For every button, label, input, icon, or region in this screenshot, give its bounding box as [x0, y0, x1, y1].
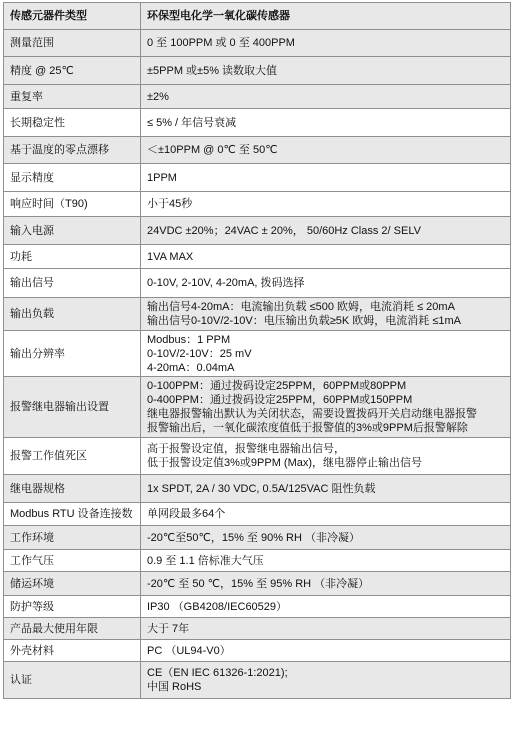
spec-label: 测量范围 — [10, 37, 54, 49]
spec-value-line: 0-400PPM：通过拨码设定25PPM，60PPM或150PPM — [147, 394, 413, 406]
spec-value-line: 中国 RoHS — [147, 681, 202, 693]
spec-label: 长期稳定性 — [10, 116, 65, 129]
spec-label-cell — [4, 662, 141, 699]
spec-label-cell — [4, 377, 141, 438]
spec-label-cell — [4, 217, 141, 245]
spec-row — [4, 596, 511, 618]
spec-label-cell — [4, 57, 141, 85]
spec-value-line: 小于45秒 — [147, 198, 193, 210]
spec-label: 输出信号 — [10, 277, 54, 289]
spec-row — [4, 331, 511, 377]
spec-value-line: 大于 7年 — [147, 622, 190, 635]
spec-value-cell — [141, 526, 511, 550]
spec-row — [4, 298, 511, 331]
spec-label: 输入电源 — [10, 224, 54, 237]
spec-label-cell — [4, 298, 141, 331]
spec-row — [4, 377, 511, 438]
spec-value-line: IP30 （GB4208/IEC60529） — [147, 600, 288, 613]
spec-label-cell — [4, 438, 141, 475]
spec-label: 工作气压 — [10, 554, 54, 567]
spec-label-cell — [4, 109, 141, 137]
spec-value-line: 低于报警设定值3%或9PPM (Max)，继电器停止输出信号 — [147, 457, 423, 469]
spec-label: 输出负载 — [10, 308, 54, 320]
spec-row — [4, 137, 511, 164]
spec-row — [4, 550, 511, 572]
spec-value-line: 1x SPDT, 2A / 30 VDC, 0.5A/125VAC 阻性负载 — [147, 482, 376, 495]
spec-label-cell — [4, 550, 141, 572]
spec-value-line: 0-100PPM：通过拨码设定25PPM，60PPM或80PPM — [147, 380, 407, 392]
spec-label: 输出分辨率 — [10, 347, 65, 360]
spec-value-line: 输出信号0-10V/2-10V：电压输出负载≥5K 欧姆，电流消耗 ≤1mA — [147, 315, 462, 327]
spec-value-line: 报警输出后，一氧化碳浓度值低于报警值的3%或9PPM后报警解除 — [147, 422, 468, 434]
spec-row — [4, 109, 511, 137]
spec-label-cell — [4, 85, 141, 109]
spec-label: 工作环境 — [10, 531, 54, 544]
spec-label-cell — [4, 137, 141, 164]
spec-value-cell — [141, 217, 511, 245]
spec-value-cell — [141, 245, 511, 269]
spec-value-line: -20℃至50℃，15% 至 90% RH （非冷凝） — [147, 531, 360, 544]
spec-row — [4, 217, 511, 245]
spec-value-line: ＜±10PPM @ 0℃ 至 50℃ — [147, 144, 278, 156]
spec-value-line: 24VDC ±20%；24VAC ± 20%， 50/60Hz Class 2/ SELV — [147, 224, 421, 237]
spec-label-cell — [4, 30, 141, 57]
spec-value-line: ±5PPM 或±5% 读数取大值 — [147, 64, 278, 77]
spec-value-cell — [141, 137, 511, 164]
spec-value-line: 环保型电化学一氧化碳传感器 — [147, 10, 290, 22]
spec-row — [4, 3, 511, 30]
spec-value-line: ≤ 5% / 年信号衰减 — [147, 116, 237, 129]
spec-value-cell — [141, 109, 511, 137]
spec-value-line: 0.9 至 1.1 倍标准大气压 — [147, 554, 264, 567]
spec-row — [4, 662, 511, 699]
spec-label: 精度 @ 25℃ — [10, 64, 74, 77]
spec-label-cell — [4, 503, 141, 526]
spec-value-line: 0-10V/2-10V：25 mV — [147, 347, 252, 360]
spec-value-cell — [141, 640, 511, 662]
spec-label: 基于温度的零点漂移 — [10, 144, 109, 156]
spec-value-line: 1PPM — [147, 171, 177, 184]
spec-label: 响应时间（T90) — [10, 198, 88, 210]
spec-value-line: Modbus：1 PPM — [147, 333, 231, 346]
spec-value-line: 单网段最多64个 — [147, 508, 226, 520]
spec-row — [4, 640, 511, 662]
spec-value-cell — [141, 550, 511, 572]
spec-value-line: 1VA MAX — [147, 250, 194, 263]
spec-label-cell — [4, 3, 141, 30]
spec-label: Modbus RTU 设备连接数 — [10, 508, 133, 520]
spec-value-line: CE（EN IEC 61326-1:2021); — [147, 667, 288, 679]
spec-label: 产品最大使用年限 — [10, 622, 98, 635]
spec-row — [4, 526, 511, 550]
spec-value-line: ±2% — [147, 90, 169, 103]
spec-row — [4, 85, 511, 109]
spec-value-line: 输出信号4-20mA：电流输出负载 ≤500 欧姆，电流消耗 ≤ 20mA — [147, 301, 455, 313]
spec-row — [4, 164, 511, 192]
spec-label-cell — [4, 475, 141, 503]
spec-value-cell — [141, 298, 511, 331]
spec-label-cell — [4, 596, 141, 618]
spec-value-cell — [141, 192, 511, 217]
spec-table — [3, 2, 511, 699]
spec-value-line: PC （UL94-V0） — [147, 644, 231, 657]
spec-value-cell — [141, 269, 511, 298]
spec-label: 重复率 — [10, 90, 43, 103]
spec-label: 传感元器件类型 — [10, 10, 87, 22]
spec-label: 外壳材料 — [10, 644, 54, 657]
spec-value-cell — [141, 85, 511, 109]
spec-value-cell — [141, 331, 511, 377]
spec-value-line: 高于报警设定值，报警继电器输出信号， — [147, 443, 345, 455]
spec-label: 显示精度 — [10, 171, 54, 184]
spec-row — [4, 269, 511, 298]
spec-row — [4, 245, 511, 269]
spec-label: 储运环境 — [10, 577, 54, 590]
spec-value-line: 0-10V, 2-10V, 4-20mA, 拨码选择 — [147, 277, 305, 289]
spec-row — [4, 618, 511, 640]
spec-label-cell — [4, 572, 141, 596]
spec-label: 功耗 — [10, 250, 32, 263]
spec-value-cell — [141, 377, 511, 438]
spec-label: 报警继电器输出设置 — [10, 401, 109, 413]
spec-value-line: 0 至 100PPM 或 0 至 400PPM — [147, 37, 295, 49]
spec-label-cell — [4, 331, 141, 377]
spec-row — [4, 438, 511, 475]
spec-row — [4, 57, 511, 85]
spec-row — [4, 475, 511, 503]
spec-label-cell — [4, 164, 141, 192]
spec-label-cell — [4, 192, 141, 217]
spec-value-cell — [141, 438, 511, 475]
spec-table-body — [4, 3, 511, 699]
spec-row — [4, 30, 511, 57]
spec-label: 报警工作值死区 — [10, 450, 87, 462]
spec-value-cell — [141, 503, 511, 526]
spec-value-cell — [141, 618, 511, 640]
spec-value-cell — [141, 475, 511, 503]
spec-label: 认证 — [10, 674, 32, 686]
spec-value-cell — [141, 596, 511, 618]
spec-value-line: -20℃ 至 50 ℃，15% 至 95% RH （非冷凝） — [147, 577, 370, 590]
spec-value-line: 继电器报警输出默认为关闭状态，需要设置拨码开关启动继电器报警 — [147, 408, 477, 420]
spec-value-cell — [141, 662, 511, 699]
spec-row — [4, 503, 511, 526]
spec-row — [4, 572, 511, 596]
spec-value-cell — [141, 164, 511, 192]
spec-label-cell — [4, 640, 141, 662]
spec-label: 防护等级 — [10, 600, 54, 613]
spec-label: 继电器规格 — [10, 482, 65, 495]
spec-value-cell — [141, 3, 511, 30]
spec-row — [4, 192, 511, 217]
spec-label-cell — [4, 526, 141, 550]
spec-value-cell — [141, 572, 511, 596]
spec-value-cell — [141, 57, 511, 85]
spec-label-cell — [4, 618, 141, 640]
spec-value-cell — [141, 30, 511, 57]
spec-label-cell — [4, 269, 141, 298]
spec-label-cell — [4, 245, 141, 269]
spec-value-line: 4-20mA：0.04mA — [147, 361, 235, 374]
